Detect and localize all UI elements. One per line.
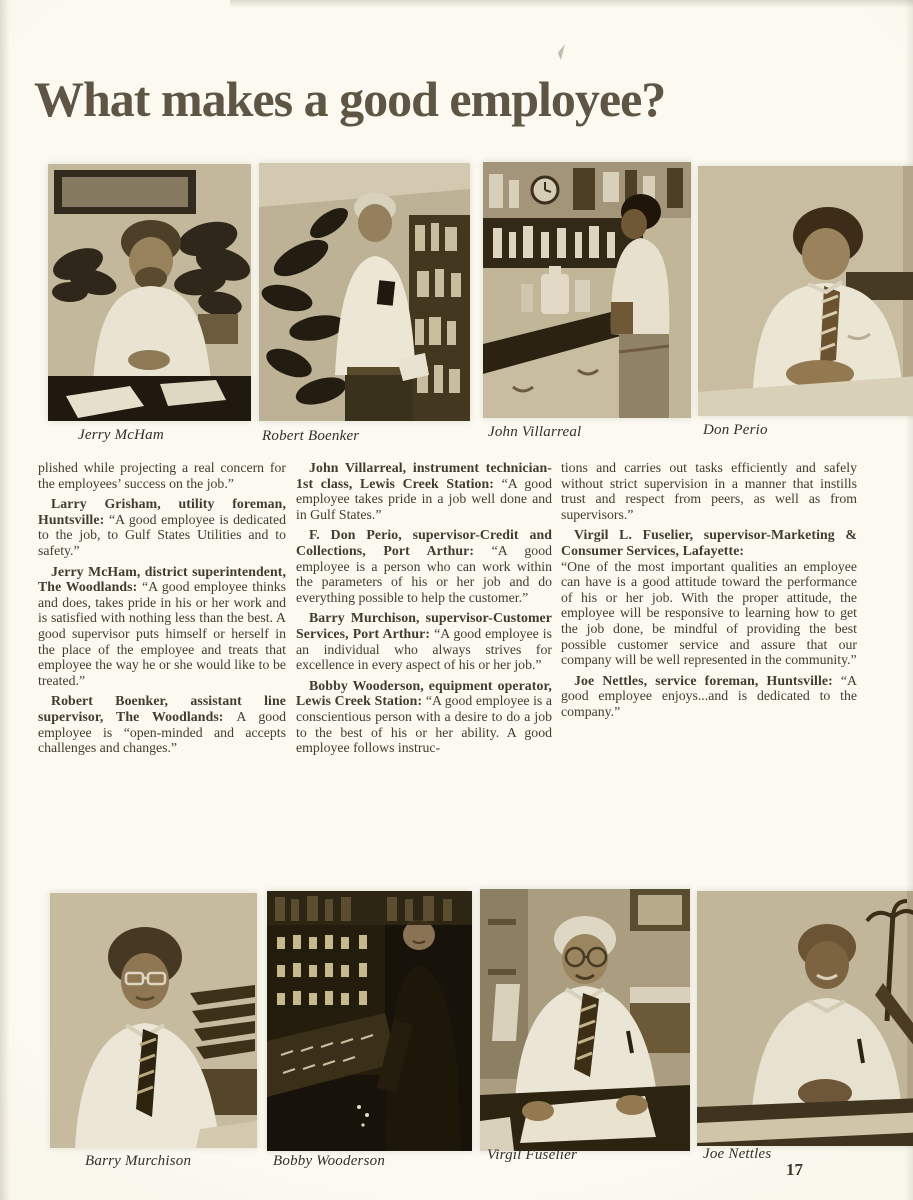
- quote-paragraph: F. Don Perio, supervisor-Credit and Collections, Port Arthur: “A good employee is a person who can work within the parameters of his or her job and do everything possible to help the customer.”: [296, 527, 552, 605]
- photo-caption: Barry Murchison: [85, 1153, 192, 1169]
- photo-caption: John Villarreal: [488, 424, 582, 440]
- photo-caption: Virgil Fuselier: [487, 1147, 578, 1163]
- photo-caption: Joe Nettles: [703, 1146, 772, 1162]
- quote-paragraph: tions and carries out tasks efficiently and safely without strict supervision in a manner that instills trust and respect from peers, as well as from supervisors.”: [561, 460, 857, 522]
- photo-barry-murchison: [50, 893, 257, 1169]
- speaker-name: Virgil L. Fuselier, supervisor-Marketing & Consumer Services, Lafayette:: [561, 527, 857, 558]
- man-at-lab-counter-illustration: [483, 162, 691, 418]
- quote-paragraph: John Villarreal, instrument technician-1st class, Lewis Creek Station: “A good employee takes pride in a job well done and in Gulf States.”: [296, 460, 552, 522]
- scan-edge-shadow: [230, 0, 913, 8]
- smiling-man-with-glasses-papers-illustration: [480, 889, 690, 1151]
- photo-caption: Jerry McHam: [78, 427, 164, 443]
- quote-paragraph: Virgil L. Fuselier, supervisor-Marketing & Consumer Services, Lafayette: “One of the most important qualities an employee can have is a good attitude toward the performance of his or her job. With the proper attitude, the employee will be responsive to learning how to get the job done, be mindful of providing the best possible customer service and assure that our company will be well represented in the community.”: [561, 527, 857, 668]
- quote-paragraph: Jerry McHam, district superintendent, The Woodlands: “A good employee thinks and does, takes pride in his or her work and is satisfied with nothing less than the best. A good supervisor puts himself or herself in the place of the employee and treats that employee the way he or she would like to be treated.”: [38, 563, 286, 688]
- photo-don-perio: [698, 166, 913, 438]
- article-column-2: [296, 460, 552, 882]
- man-with-clasped-hands-coat-rack-illustration: [697, 891, 913, 1146]
- quote-paragraph: plished while projecting a real concern for the employees’ success on the job.”: [38, 460, 286, 491]
- page-title: What makes a good employee?: [34, 71, 666, 127]
- photo-john-villarreal: [483, 162, 691, 440]
- quote-paragraph: Larry Grisham, utility foreman, Huntsville: “A good employee is dedicated to the job, to Gulf States Utilities and to safety.”: [38, 496, 286, 558]
- photo-joe-nettles: [697, 891, 913, 1162]
- speaker-name: Robert Boenker, assistant line supervisor, The Woodlands:: [38, 693, 286, 724]
- quote-paragraph: Barry Murchison, supervisor-Customer Services, Port Arthur: “A good employee is an individual who always strives for excellence in every aspect of his or her job.”: [296, 610, 552, 673]
- article-column-1: [38, 460, 286, 882]
- man-at-desk-with-plants-illustration: [48, 164, 251, 421]
- photo-virgil-fuselier: [480, 889, 690, 1163]
- speaker-name: Joe Nettles, service foreman, Huntsville:: [574, 672, 841, 688]
- quote-paragraph: Robert Boenker, assistant line supervisor, The Woodlands: A good employee is “open-minded and accepts challenges and changes.”: [38, 693, 286, 756]
- photo-bobby-wooderson: [267, 891, 472, 1169]
- photo-caption: Robert Boenker: [262, 428, 360, 444]
- scan-artifact: [556, 44, 565, 60]
- speaker-name: John Villarreal, instrument technician-1st class, Lewis Creek Station:: [296, 460, 552, 491]
- scan-edge-shadow: [0, 0, 10, 1200]
- man-with-glasses-and-striped-tie-illustration: [50, 893, 257, 1148]
- photo-robert-boenker: [259, 163, 470, 444]
- quote-paragraph: Joe Nettles, service foreman, Huntsville: “A good employee enjoys...and is dedicated to the company.”: [561, 672, 857, 719]
- photo-jerry-mcham: [48, 164, 251, 443]
- speaker-name: Bobby Wooderson, equipment operator, Lewis Creek Station:: [296, 677, 552, 709]
- quote-paragraph: Bobby Wooderson, equipment operator, Lewis Creek Station: “A good employee is a conscientious person with a desire to do a job to the best of his or her ability. A good employee follows instruc-: [296, 677, 552, 756]
- photo-caption: Bobby Wooderson: [273, 1153, 386, 1169]
- standing-man-with-plant-and-shelves-illustration: [259, 163, 470, 421]
- speaker-name: Larry Grisham, utility foreman, Huntsville:: [38, 496, 286, 527]
- man-at-control-panel-illustration: [267, 891, 472, 1151]
- page-number: 17: [786, 1160, 803, 1179]
- man-with-tie-at-desk-illustration: [698, 166, 913, 416]
- article-column-3: [561, 460, 857, 882]
- speaker-name: Jerry McHam, district superintendent, The Woodlands:: [38, 563, 286, 595]
- speaker-name: F. Don Perio, supervisor-Credit and Collections, Port Arthur:: [296, 527, 552, 558]
- speaker-name: Barry Murchison, supervisor-Customer Services, Port Arthur:: [296, 610, 552, 641]
- photo-caption: Don Perio: [703, 422, 768, 438]
